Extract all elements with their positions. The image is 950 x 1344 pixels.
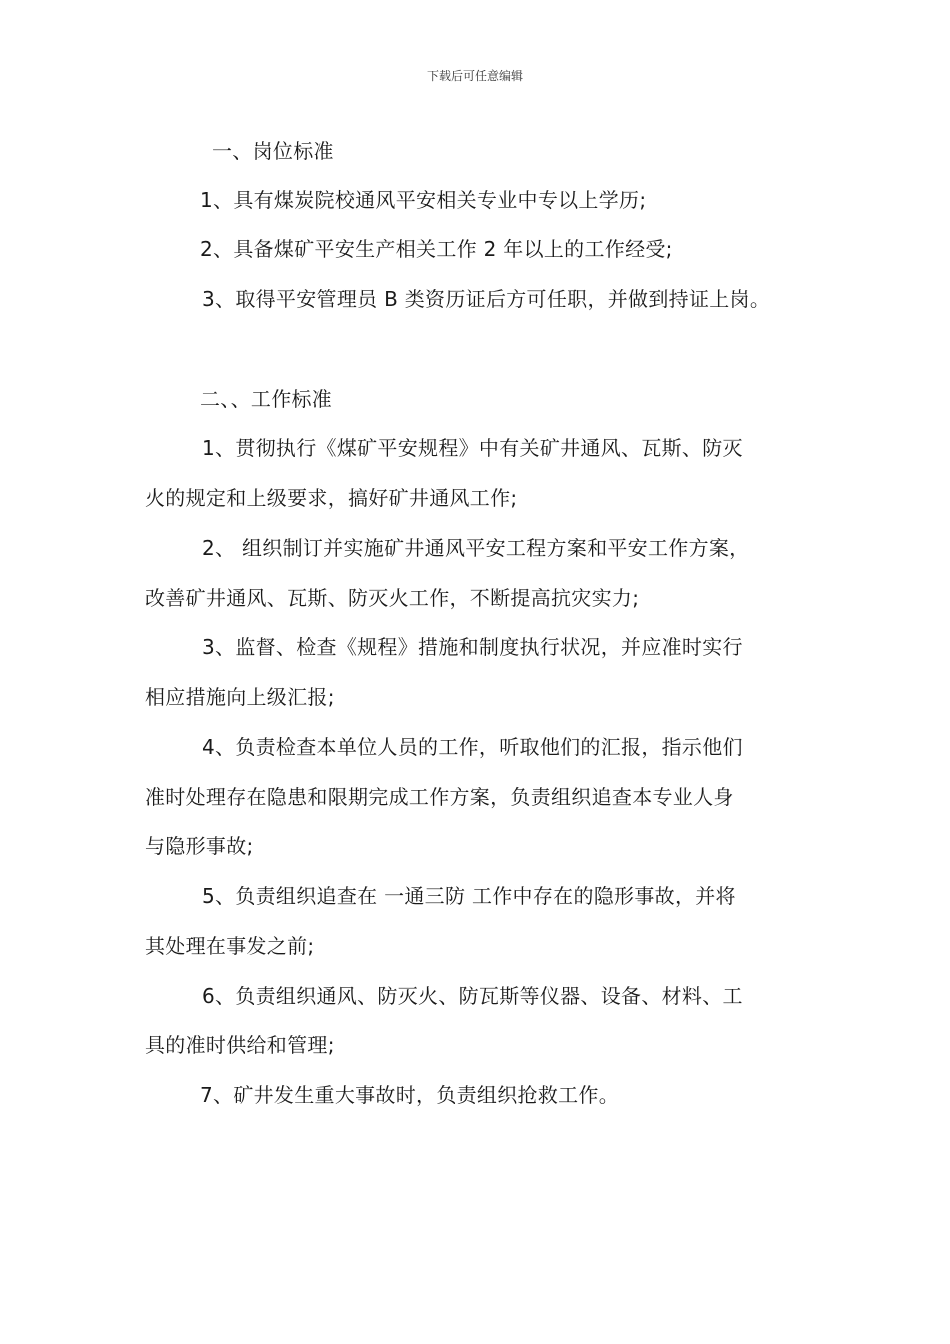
paragraph-line: 相应措施向上级汇报; (145, 685, 335, 709)
page-header: 下载后可任意编辑 (426, 69, 523, 83)
qualification-item: 2、具备煤矿平安生产相关工作 2 年以上的工作经受; (200, 237, 673, 261)
paragraph-line: 3、监督、检查《规程》措施和制度执行状况，并应准时实行 (202, 635, 743, 659)
paragraph-line: 准时处理存在隐患和限期完成工作方案，负责组织追查本专业人身 (145, 785, 734, 809)
qualification-item: 3、取得平安管理员 B 类资历证后方可任职，并做到持证上岗。 (202, 287, 771, 311)
paragraph-line: 1、贯彻执行《煤矿平安规程》中有关矿井通风、瓦斯、防灭 (202, 436, 743, 460)
paragraph-line: 其处理在事发之前; (145, 934, 315, 958)
paragraph-line: 5、负责组织追查在 一通三防 工作中存在的隐形事故，并将 (202, 884, 736, 908)
paragraph-line: 6、负责组织通风、防灭火、防瓦斯等仪器、设备、材料、工 (202, 984, 743, 1008)
paragraph-line: 4、负责检查本单位人员的工作，听取他们的汇报，指示他们 (202, 735, 743, 759)
paragraph-line: 2、 组织制订并实施矿井通风平安工程方案和平安工作方案， (202, 536, 750, 560)
qualification-item: 1、具有煤炭院校通风平安相关专业中专以上学历; (200, 188, 647, 212)
paragraph-line: 具的准时供给和管理; (145, 1033, 335, 1057)
paragraph-line: 与隐形事故; (145, 834, 254, 858)
paragraph-line: 7、矿井发生重大事故时，负责组织抢救工作。 (200, 1083, 620, 1107)
paragraph-line: 改善矿井通风、瓦斯、防灭火工作，不断提高抗灾实力; (145, 586, 640, 610)
section-heading-post-standard: 一、岗位标准 (212, 139, 334, 163)
paragraph-line: 火的规定和上级要求，搞好矿井通风工作; (145, 486, 518, 510)
section-heading-work-standard: 二、、工作标准 (200, 387, 333, 411)
